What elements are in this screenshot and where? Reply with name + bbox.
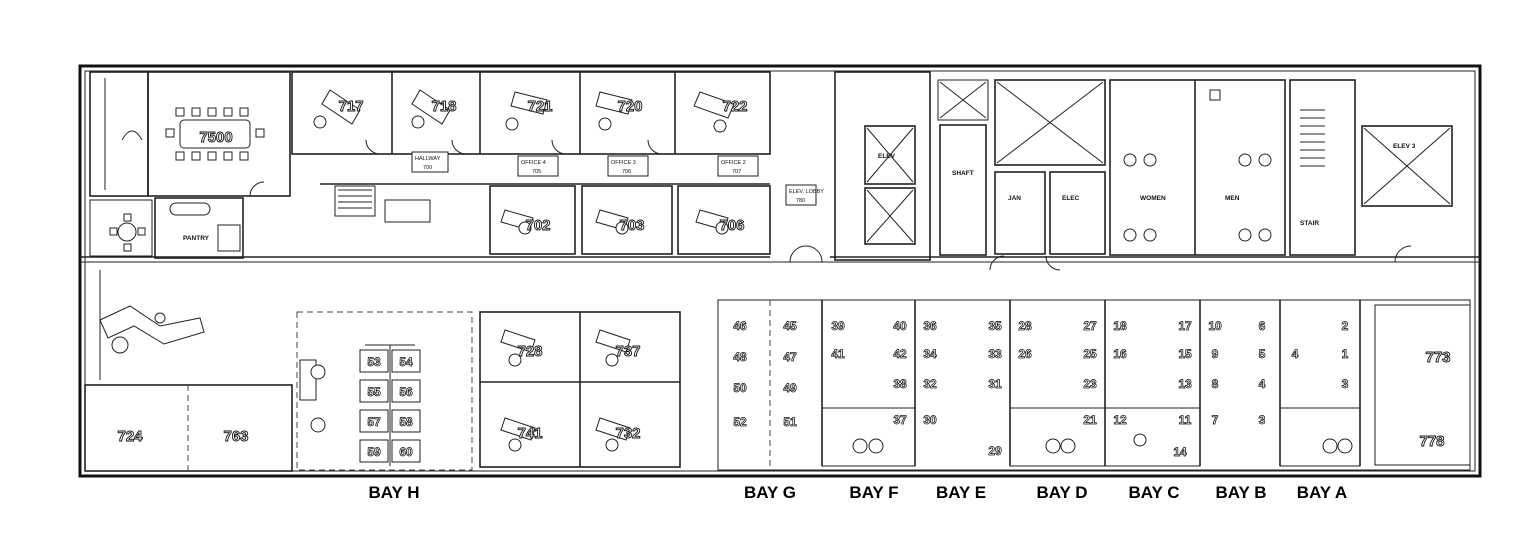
desk-number: 42 bbox=[893, 347, 907, 361]
shaft-label: SHAFT bbox=[952, 170, 974, 177]
room-label-717: 717 bbox=[338, 98, 364, 115]
desk-number: 11 bbox=[1178, 413, 1192, 427]
room-label-721: 721 bbox=[527, 98, 553, 115]
desk-number: 21 bbox=[1083, 413, 1097, 427]
elev-lobby-label: ELEV. LOBBY bbox=[789, 189, 824, 195]
desk-number: 12 bbox=[1113, 413, 1127, 427]
building-core bbox=[835, 72, 1452, 270]
pantry-label: PANTRY bbox=[183, 235, 209, 242]
office2-number: 707 bbox=[732, 169, 742, 175]
second-row-offices bbox=[320, 184, 824, 262]
bay-label-g: BAY G bbox=[744, 483, 796, 502]
west-wing bbox=[85, 72, 292, 471]
electrical-label: ELEC bbox=[1062, 195, 1080, 202]
office2-label: OFFICE 2 bbox=[721, 160, 746, 166]
desk-number: 31 bbox=[988, 377, 1002, 391]
desk-number: 14 bbox=[1173, 445, 1187, 459]
desk-number: 56 bbox=[399, 385, 413, 399]
room-label-737: 737 bbox=[615, 343, 641, 360]
bay-label-a: BAY A bbox=[1296, 483, 1348, 502]
desk-number: 3 bbox=[1341, 377, 1349, 391]
round-table bbox=[118, 223, 136, 241]
elevator-3-label: ELEV 3 bbox=[1393, 143, 1416, 150]
desk-number: 28 bbox=[1018, 319, 1032, 333]
desk-number: 38 bbox=[893, 377, 907, 391]
desk-number: 15 bbox=[1178, 347, 1192, 361]
quad-offices bbox=[480, 312, 680, 467]
room-label-763: 763 bbox=[223, 428, 249, 445]
room-label-741: 741 bbox=[517, 425, 543, 442]
desk-number: 36 bbox=[923, 319, 937, 333]
desk-number: 57 bbox=[367, 415, 381, 429]
bay-labels bbox=[368, 483, 1347, 502]
desk-number: 59 bbox=[367, 445, 381, 459]
desk-number: 33 bbox=[988, 347, 1002, 361]
bay-label-b: BAY B bbox=[1215, 483, 1267, 502]
bay-h-area bbox=[297, 312, 472, 470]
desk-number: 60 bbox=[399, 445, 413, 459]
desk-number: 17 bbox=[1178, 319, 1192, 333]
desk-number: 6 bbox=[1258, 319, 1266, 333]
desk-number: 50 bbox=[733, 381, 747, 395]
elevator-1-label: ELEV bbox=[878, 153, 895, 160]
desk-number: 8 bbox=[1211, 377, 1219, 391]
bay-label-f: BAY F bbox=[849, 483, 899, 502]
room-label-773: 773 bbox=[1425, 349, 1451, 366]
desk-number: 18 bbox=[1113, 319, 1127, 333]
office4-number: 705 bbox=[532, 169, 542, 175]
desk-number: 9 bbox=[1211, 347, 1219, 361]
desk-number: 27 bbox=[1083, 319, 1097, 333]
womens-restroom-label: WOMEN bbox=[1140, 195, 1166, 202]
office4-label: OFFICE 4 bbox=[521, 160, 546, 166]
desk-number: 7 bbox=[1211, 413, 1219, 427]
desk-number: 32 bbox=[923, 377, 937, 391]
hallway-label: HALLWAY bbox=[415, 156, 441, 162]
desk-number: 13 bbox=[1178, 377, 1192, 391]
desk-number: 45 bbox=[783, 319, 797, 333]
desk-number: 51 bbox=[783, 415, 797, 429]
desk-number: 4 bbox=[1258, 377, 1266, 391]
office3-label: OFFICE 3 bbox=[611, 160, 636, 166]
desk-number: 47 bbox=[783, 350, 797, 364]
bay-label-e: BAY E bbox=[935, 483, 987, 502]
bay-label-c: BAY C bbox=[1128, 483, 1180, 502]
room-label-703: 703 bbox=[619, 217, 645, 234]
building-inner-line bbox=[85, 71, 1475, 471]
room-label-732: 732 bbox=[615, 425, 641, 442]
desk-number: 37 bbox=[893, 413, 907, 427]
desk-number: 3 bbox=[1258, 413, 1266, 427]
desk-number: 41 bbox=[831, 347, 845, 361]
desk-number: 10 bbox=[1208, 319, 1222, 333]
room-label-778: 778 bbox=[1419, 433, 1445, 450]
room-label-702: 702 bbox=[525, 217, 551, 234]
desk-number: 34 bbox=[923, 347, 937, 361]
mens-restroom-label: MEN bbox=[1225, 195, 1240, 202]
room-label-720: 720 bbox=[617, 98, 643, 115]
desk-number: 58 bbox=[399, 415, 413, 429]
room-label-718: 718 bbox=[431, 98, 457, 115]
stair-label: STAIR bbox=[1300, 220, 1320, 227]
desk-number: 35 bbox=[988, 319, 1002, 333]
room-label-728: 728 bbox=[517, 343, 543, 360]
desk-number: 1 bbox=[1341, 347, 1349, 361]
desk-number: 2 bbox=[1341, 319, 1349, 333]
room-label-724: 724 bbox=[117, 428, 143, 445]
desk-number: 55 bbox=[367, 385, 381, 399]
desk-number: 23 bbox=[1083, 377, 1097, 391]
elev-lobby-number: 780 bbox=[796, 198, 806, 204]
desk-number: 52 bbox=[733, 415, 747, 429]
room-label-722: 722 bbox=[722, 98, 748, 115]
desk-number: 49 bbox=[783, 381, 797, 395]
desk-number: 40 bbox=[893, 319, 907, 333]
bay-label-d: BAY D bbox=[1036, 483, 1088, 502]
desk-number: 26 bbox=[1018, 347, 1032, 361]
hallway-number: 700 bbox=[423, 165, 433, 171]
desk-number: 46 bbox=[733, 319, 747, 333]
east-workstations bbox=[718, 300, 1470, 470]
desk-number: 53 bbox=[367, 355, 381, 369]
desk-number: 25 bbox=[1083, 347, 1097, 361]
desk-number: 29 bbox=[988, 444, 1002, 458]
desk-number: 54 bbox=[399, 355, 413, 369]
desk-number: 16 bbox=[1113, 347, 1127, 361]
desk-number: 4 bbox=[1291, 347, 1299, 361]
room-label-706: 706 bbox=[719, 217, 745, 234]
desk-number: 39 bbox=[831, 319, 845, 333]
janitor-label: JAN bbox=[1008, 195, 1022, 202]
desk-number: 30 bbox=[923, 413, 937, 427]
bay-label-h: BAY H bbox=[368, 483, 420, 502]
desk-number: 48 bbox=[733, 350, 747, 364]
room-label-conference: 7500 bbox=[199, 129, 233, 146]
office3-number: 706 bbox=[622, 169, 632, 175]
desk-number: 5 bbox=[1258, 347, 1266, 361]
north-offices bbox=[292, 72, 770, 176]
